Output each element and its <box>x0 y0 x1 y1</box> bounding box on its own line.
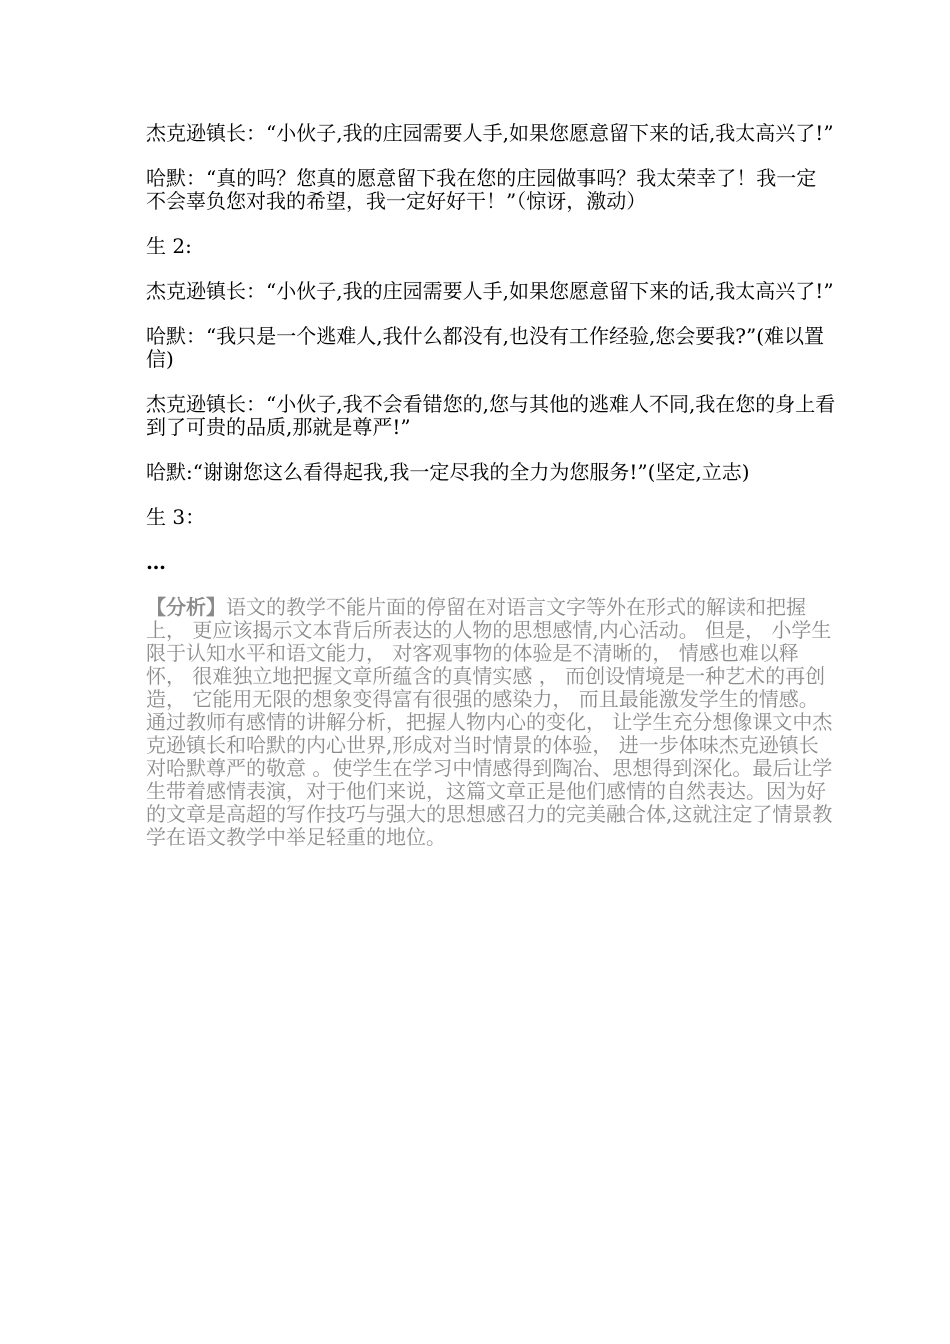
speaker: 生 3： <box>146 505 206 529</box>
document-page <box>146 122 836 849</box>
dialogue-line <box>146 461 836 484</box>
dialogue-line <box>146 280 836 303</box>
speaker: 杰克逊镇长： <box>146 121 266 145</box>
speaker: 哈默： <box>146 324 206 348</box>
dialogue-line <box>146 235 836 258</box>
line-text: “谢谢您这么看得起我,我一定尽我的全力为您服务!”(坚定,立志) <box>192 460 750 484</box>
dialogue-line <box>146 167 836 213</box>
speaker: 杰克逊镇长： <box>146 392 266 416</box>
line-text: “小伙子,我不会看错您的,您与其他的逃难人不同,我在您的身上看到了可贵的品质,那就是尊严!” <box>146 392 836 439</box>
dialogue-line <box>146 506 836 529</box>
ellipsis: … <box>146 550 166 574</box>
line-text: “小伙子,我的庄园需要人手,如果您愿意留下来的话,我太高兴了!” <box>266 279 834 303</box>
speaker: 杰克逊镇长： <box>146 279 266 303</box>
analysis-text: 语文的教学不能片面的停留在对语言文字等外在形式的解读和把握上， 更应该揭示文本背后所表达的人物的思想感情,内心活动。 但是， 小学生限于认知水平和语文能力， 对客观事物的体验是不清晰的， 情感也难以释怀， 很难独立地把握文章所蕴含的真情实感 ， 而创设情境是一种艺术的再创造， 它能用无限的想象变得富有很强的感染力， 而且最能激发学生的情感。通过教师有感情的讲解分析，把握人物内心的变化， 让学生充分想像课文中杰克逊镇长和哈默的内心世界,形成对当时情景的体验， 进一步体味杰克逊镇长对哈默尊严的敬意 。使学生在学习中情感得到陶冶、思想得到深化。最后让学生带着感情表演，对于他们来说，这篇文章正是他们感情的自然表达。因为好的文章是高超的写作技巧与强大的思想感召力的完美融合体,这就注定了情景教学在语文教学中举足轻重的地位。 <box>146 595 833 849</box>
line-text: “小伙子,我的庄园需要人手,如果您愿意留下来的话,我太高兴了!” <box>266 121 834 145</box>
speaker: 生 2: <box>146 234 192 258</box>
analysis-paragraph <box>146 596 836 849</box>
line-text: “真的吗？您真的愿意留下我在您的庄园做事吗？我太荣幸了！我一定不会辜负您对我的希望，我一定好好干！”（惊讶，激动） <box>146 166 817 213</box>
dialogue-line <box>146 393 836 439</box>
speaker: 哈默: <box>146 460 193 484</box>
line-text: “我只是一个逃难人,我什么都没有,也没有工作经验,您会要我?”(难以置信) <box>146 324 825 371</box>
dialogue-line <box>146 325 836 371</box>
analysis-tag: 【分析】 <box>146 595 226 619</box>
dialogue-line <box>146 122 836 145</box>
speaker: 哈默： <box>146 166 206 190</box>
